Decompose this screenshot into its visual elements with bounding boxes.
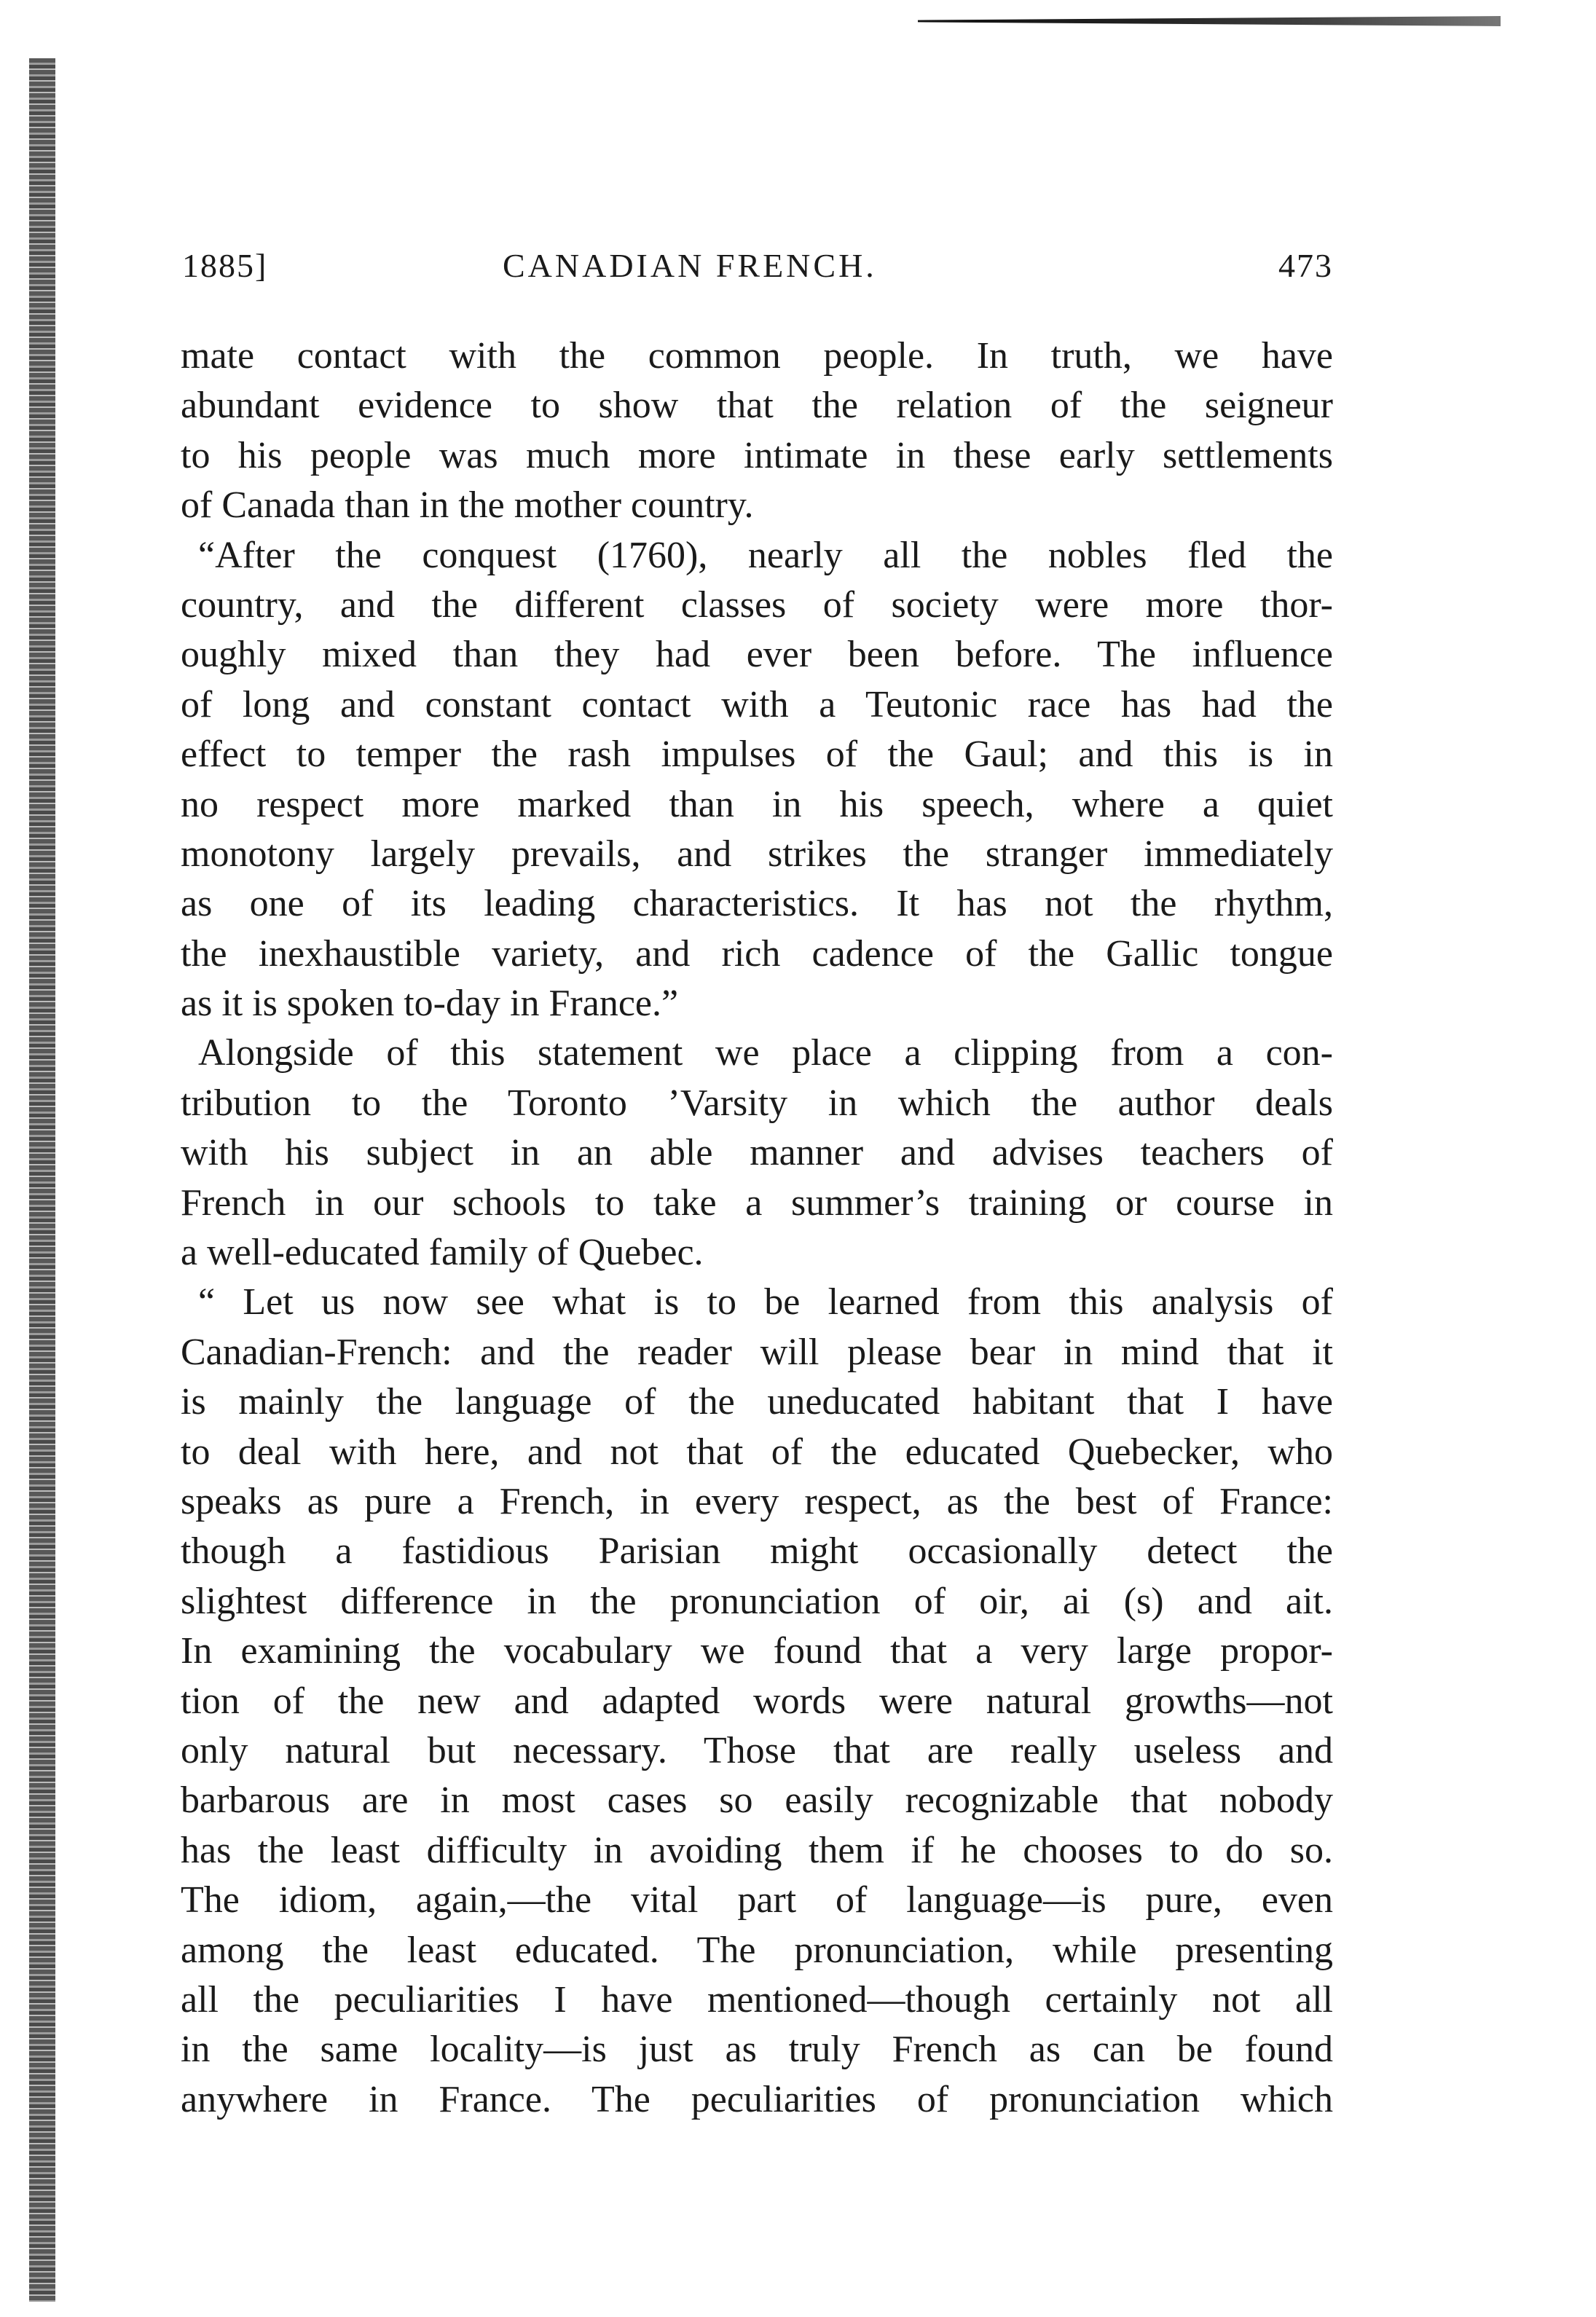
text-line: the inexhaustible variety, and rich cadence of the Gallic tongue bbox=[181, 932, 1333, 975]
text-line: effect to temper the rash impulses of the Gaul; and this is in bbox=[181, 733, 1333, 776]
text-line: French in our schools to take a summer’s training or course in bbox=[181, 1181, 1333, 1224]
text-line: In examining the vocabulary we found that a very large propor- bbox=[181, 1630, 1333, 1672]
text-line: abundant evidence to show that the relation of the seigneur bbox=[181, 385, 1333, 427]
header-year: 1885] bbox=[182, 247, 268, 284]
text-line: “ Let us now see what is to be learned from this analysis of bbox=[198, 1281, 1333, 1323]
text-line: no respect more marked than in his speech, where a quiet bbox=[181, 783, 1333, 825]
text-line: barbarous are in most cases so easily recognizable that nobody bbox=[181, 1779, 1333, 1822]
text-line: though a fastidious Parisian might occasionally detect the bbox=[181, 1530, 1333, 1573]
text-line: all the peculiarities I have mentioned—though certainly not all bbox=[181, 1978, 1333, 2021]
text-line: of Canada than in the mother country. bbox=[181, 484, 754, 527]
text-line: Canadian-French: and the reader will please bear in mind that it bbox=[181, 1331, 1333, 1373]
text-line: tion of the new and adapted words were natural growths—not bbox=[181, 1680, 1333, 1722]
running-head bbox=[182, 246, 1333, 297]
text-line: anywhere in France. The peculiarities of pronunciation which bbox=[181, 2078, 1333, 2120]
text-line: oughly mixed than they had ever been before. The influence bbox=[181, 634, 1333, 676]
text-line: a well-educated family of Quebec. bbox=[181, 1232, 704, 1274]
text-line: Alongside of this statement we place a clipping from a con- bbox=[198, 1032, 1333, 1074]
text-line: slightest difference in the pronunciation of oir, ai (s) and ait. bbox=[181, 1580, 1333, 1622]
top-rule-decoration bbox=[918, 16, 1501, 26]
text-line: The idiom, again,—the vital part of language—is pure, even bbox=[181, 1879, 1333, 1921]
text-line: country, and the different classes of society were more thor- bbox=[181, 583, 1333, 626]
text-line: mate contact with the common people. In truth, we have bbox=[181, 335, 1333, 377]
page-number: 473 bbox=[1278, 247, 1333, 284]
text-line: is mainly the language of the uneducated habitant that I have bbox=[181, 1381, 1333, 1423]
text-line: of long and constant contact with a Teutonic race has had the bbox=[181, 683, 1333, 725]
text-line: to deal with here, and not that of the educated Quebecker, who bbox=[181, 1431, 1333, 1473]
book-spine-edge bbox=[29, 58, 55, 2302]
text-line: only natural but necessary. Those that are really useless and bbox=[181, 1729, 1333, 1771]
text-line: among the least educated. The pronunciation, while presenting bbox=[181, 1929, 1333, 1971]
text-line: to his people was much more intimate in these early settlements bbox=[181, 434, 1333, 476]
text-line: speaks as pure a French, in every respect, as the best of France: bbox=[181, 1480, 1333, 1522]
header-title: CANADIAN FRENCH. bbox=[503, 247, 877, 284]
page-body bbox=[181, 331, 1333, 2125]
text-line: “After the conquest (1760), nearly all the nobles fled the bbox=[198, 534, 1333, 576]
text-line: in the same locality—is just as truly French as can be found bbox=[181, 2029, 1333, 2071]
text-line: as it is spoken to-day in France.” bbox=[181, 983, 679, 1025]
text-line: tribution to the Toronto ’Varsity in which the author deals bbox=[181, 1082, 1333, 1124]
text-line: has the least difficulty in avoiding them if he chooses to do so. bbox=[181, 1829, 1333, 1871]
text-line: with his subject in an able manner and advises teachers of bbox=[181, 1132, 1333, 1174]
text-line: monotony largely prevails, and strikes the stranger immediately bbox=[181, 833, 1333, 875]
text-line: as one of its leading characteristics. It has not the rhythm, bbox=[181, 883, 1333, 925]
